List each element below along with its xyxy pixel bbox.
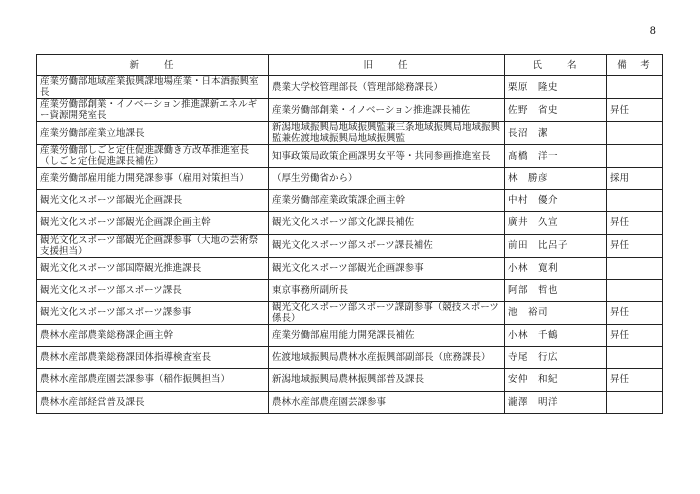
cell-new-position: 農林水産部農業総務課団体指導検査室長 (37, 347, 269, 369)
cell-old-position: 産業労働部産業政策課企画主幹 (269, 190, 505, 212)
cell-old-position: 観光文化スポーツ部観光企画課参事 (269, 257, 505, 279)
table-row (37, 347, 663, 369)
cell-remarks: 昇任 (607, 99, 663, 122)
personnel-table (36, 54, 663, 414)
cell-name: 長沼 潔 (505, 122, 607, 145)
table-row (37, 391, 663, 413)
header-old-position: 旧 任 (269, 55, 505, 76)
table-row (37, 190, 663, 212)
cell-remarks (607, 391, 663, 413)
cell-name: 阿部 哲也 (505, 279, 607, 301)
table-row (37, 324, 663, 346)
cell-old-position: 観光文化スポーツ部スポーツ課長補佐 (269, 234, 505, 257)
cell-old-position: （厚生労働省から） (269, 168, 505, 190)
cell-name: 瀧澤 明洋 (505, 391, 607, 413)
cell-old-position: 知事政策局政策企画課男女平等・共同参画推進室長 (269, 145, 505, 168)
cell-name: 髙橋 洋一 (505, 145, 607, 168)
cell-new-position: 産業労働部雇用能力開発課参事（雇用対策担当） (37, 168, 269, 190)
cell-remarks (607, 279, 663, 301)
cell-old-position: 佐渡地域振興局農林水産振興部副部長（庶務課長） (269, 347, 505, 369)
table-row (37, 369, 663, 391)
cell-remarks (607, 145, 663, 168)
table-row (37, 301, 663, 324)
cell-remarks (607, 76, 663, 99)
cell-name: 林 勝彦 (505, 168, 607, 190)
table-row (37, 168, 663, 190)
cell-old-position: 観光文化スポーツ部文化課長補佐 (269, 212, 505, 234)
cell-new-position: 産業労働部創業・イノベーション推進課新エネルギー資源開発室長 (37, 99, 269, 122)
cell-new-position: 観光文化スポーツ部観光企画課企画主幹 (37, 212, 269, 234)
cell-new-position: 観光文化スポーツ部国際観光推進課長 (37, 257, 269, 279)
cell-new-position: 農林水産部農産園芸課参事（稲作振興担当） (37, 369, 269, 391)
cell-old-position: 東京事務所副所長 (269, 279, 505, 301)
cell-old-position: 産業労働部雇用能力開発課長補佐 (269, 324, 505, 346)
cell-name: 安仲 和紀 (505, 369, 607, 391)
table-row (37, 122, 663, 145)
cell-new-position: 農林水産部農業総務課企画主幹 (37, 324, 269, 346)
cell-new-position: 産業労働部地域産業振興課地場産業・日本酒振興室長 (37, 76, 269, 99)
cell-new-position: 観光文化スポーツ部観光企画課参事（大地の芸術祭支援担当） (37, 234, 269, 257)
header-name: 氏 名 (505, 55, 607, 76)
cell-remarks: 昇任 (607, 324, 663, 346)
cell-new-position: 観光文化スポーツ部スポーツ課参事 (37, 301, 269, 324)
table-row (37, 145, 663, 168)
table-row (37, 99, 663, 122)
cell-name: 寺尾 行広 (505, 347, 607, 369)
table-row (37, 76, 663, 99)
cell-remarks: 採用 (607, 168, 663, 190)
table-row (37, 212, 663, 234)
cell-old-position: 農林水産部農産園芸課参事 (269, 391, 505, 413)
header-new-position: 新 任 (37, 55, 269, 76)
cell-old-position: 観光文化スポーツ部スポーツ課副参事（競技スポーツ係長） (269, 301, 505, 324)
cell-remarks: 昇任 (607, 234, 663, 257)
cell-remarks (607, 190, 663, 212)
cell-new-position: 観光文化スポーツ部スポーツ課長 (37, 279, 269, 301)
cell-remarks (607, 257, 663, 279)
table-row (37, 279, 663, 301)
cell-old-position: 新潟地域振興局地域振興監兼三条地域振興局地域振興監兼佐渡地域振興局地域振興監 (269, 122, 505, 145)
cell-name: 栗原 隆史 (505, 76, 607, 99)
page-number: 8 (649, 26, 656, 37)
header-remarks: 備 考 (607, 55, 663, 76)
cell-name: 佐野 省史 (505, 99, 607, 122)
table-row (37, 234, 663, 257)
cell-old-position: 産業労働部創業・イノベーション推進課長補佐 (269, 99, 505, 122)
cell-name: 中村 優介 (505, 190, 607, 212)
cell-new-position: 産業労働部しごと定住促進課働き方改革推進室長（しごと定住促進課長補佐） (37, 145, 269, 168)
cell-old-position: 農業大学校管理部長（管理部総務課長） (269, 76, 505, 99)
cell-new-position: 産業労働部産業立地課長 (37, 122, 269, 145)
cell-new-position: 観光文化スポーツ部観光企画課長 (37, 190, 269, 212)
cell-new-position: 農林水産部経営普及課長 (37, 391, 269, 413)
cell-remarks: 昇任 (607, 369, 663, 391)
cell-name: 前田 比呂子 (505, 234, 607, 257)
cell-name: 廣井 久宣 (505, 212, 607, 234)
table-row (37, 257, 663, 279)
cell-remarks (607, 347, 663, 369)
cell-remarks (607, 122, 663, 145)
cell-name: 小林 千鶴 (505, 324, 607, 346)
cell-remarks: 昇任 (607, 212, 663, 234)
cell-name: 池 裕司 (505, 301, 607, 324)
table-header-row (37, 55, 663, 76)
cell-remarks: 昇任 (607, 301, 663, 324)
cell-old-position: 新潟地域振興局農林振興部普及課長 (269, 369, 505, 391)
cell-name: 小林 寛利 (505, 257, 607, 279)
